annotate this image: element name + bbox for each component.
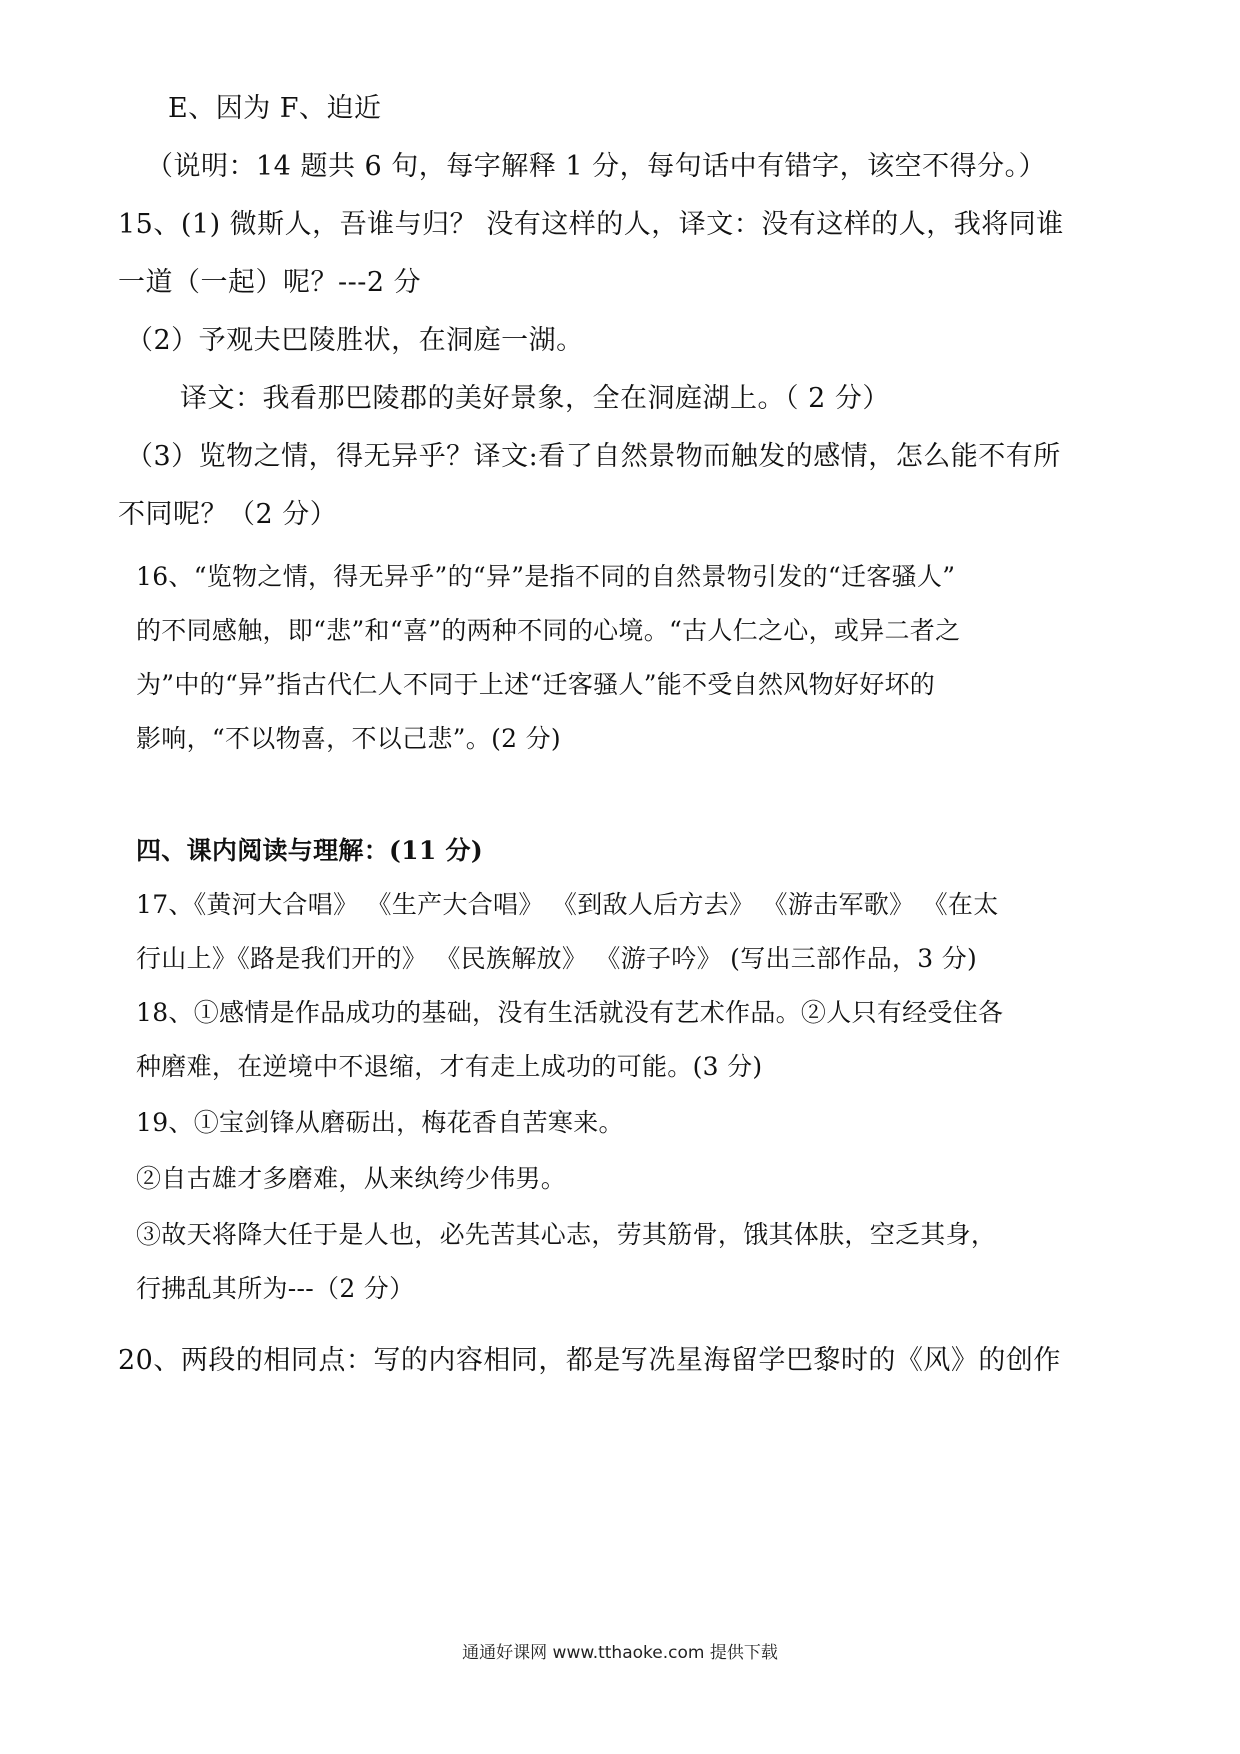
answer-15-3-cont: 不同呢？（2 分） xyxy=(118,499,338,530)
answer-16: 16、“览物之情，得无异乎”的“异”是指不同的自然景物引发的“迁客骚人” xyxy=(136,562,956,591)
answer-19-3: ③故天将降大任于是人也，必先苦其心志，劳其筋骨，饿其体肤，空乏其身， xyxy=(136,1220,997,1249)
footer-source: 通通好课网 www.tthaoke.com 提供下载 xyxy=(462,1643,778,1663)
answer-14-note: （说明：14 题共 6 句，每字解释 1 分，每句话中有错字，该空不得分。） xyxy=(146,151,1047,182)
answer-14-ef: E、因为 F、迫近 xyxy=(168,93,382,124)
answer-16-cont-3: 影响，“不以物喜，不以己悲”。(2 分) xyxy=(136,724,561,753)
answer-15-3: （3）览物之情，得无异乎？译文:看了自然景物而触发的感情，怎么能不有所 xyxy=(126,441,1061,472)
answer-19-1: 19、①宝剑锋从磨砺出，梅花香自苦寒来。 xyxy=(136,1108,624,1137)
answer-16-cont-1: 的不同感触，即“悲”和“喜”的两种不同的心境。“古人仁之心，或异二者之 xyxy=(136,616,961,645)
answer-20: 20、两段的相同点：写的内容相同，都是写冼星海留学巴黎时的《风》的创作 xyxy=(118,1345,1061,1376)
answer-15-2-translation: 译文：我看那巴陵郡的美好景象，全在洞庭湖上。（ 2 分） xyxy=(180,383,890,414)
answer-18: 18、①感情是作品成功的基础，没有生活就没有艺术作品。②人只有经受住各 xyxy=(136,998,1004,1027)
answer-17-cont: 行山上》《路是我们开的》 《民族解放》 《游子吟》 (写出三部作品，3 分) xyxy=(136,944,978,973)
answer-19-2: ②自古雄才多磨难，从来纨绔少伟男。 xyxy=(136,1164,567,1193)
answer-18-cont: 种磨难，在逆境中不退缩，才有走上成功的可能。(3 分) xyxy=(136,1052,763,1081)
answer-15-2: （2）予观夫巴陵胜状，在洞庭一湖。 xyxy=(126,325,584,356)
answer-19-3-cont: 行拂乱其所为---（2 分） xyxy=(136,1274,415,1303)
answer-15-1: 15、(1) 微斯人，吾谁与归？ 没有这样的人，译文：没有这样的人，我将同谁 xyxy=(118,209,1064,240)
answer-15-1-cont: 一道（一起）呢？---2 分 xyxy=(118,267,422,298)
answer-16-cont-2: 为”中的“异”指古代仁人不同于上述“迁客骚人”能不受自然风物好好坏的 xyxy=(136,670,936,699)
answer-17: 17、《黄河大合唱》 《生产大合唱》 《到敌人后方去》 《游击军歌》 《在太 xyxy=(136,890,999,919)
section-heading: 四、课内阅读与理解：(11 分) xyxy=(136,836,483,865)
